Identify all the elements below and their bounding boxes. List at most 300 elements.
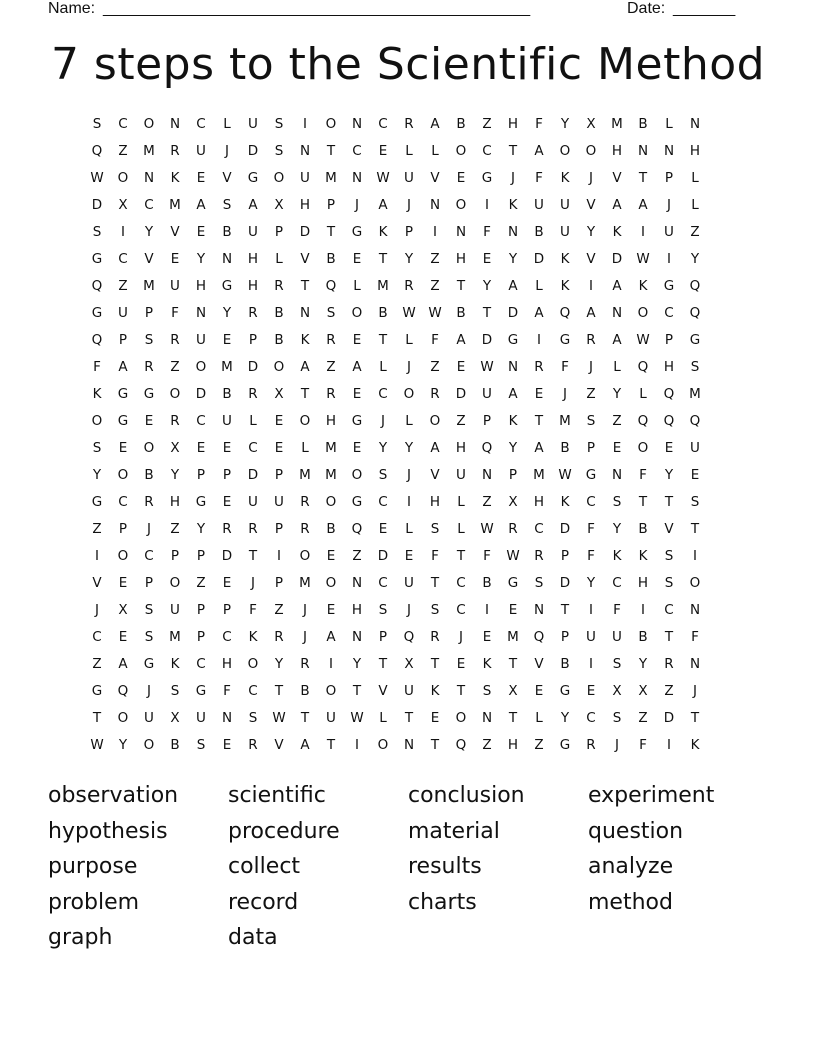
grid-letter[interactable]: K	[508, 197, 518, 213]
grid-letter[interactable]: F	[93, 359, 101, 375]
grid-letter[interactable]: G	[143, 386, 155, 402]
grid-letter[interactable]: C	[378, 386, 388, 402]
grid-letter[interactable]: H	[247, 278, 259, 294]
grid-letter[interactable]: K	[170, 656, 180, 672]
grid-letter[interactable]: V	[586, 251, 596, 267]
grid-letter[interactable]: H	[611, 143, 623, 159]
grid-letter[interactable]: R	[300, 494, 310, 510]
grid-letter[interactable]: T	[404, 710, 414, 726]
grid-letter[interactable]: N	[195, 305, 207, 321]
grid-letter[interactable]: E	[222, 440, 232, 456]
grid-letter[interactable]: G	[559, 737, 571, 753]
grid-letter[interactable]: Z	[534, 737, 544, 753]
grid-letter[interactable]: T	[690, 521, 700, 537]
grid-letter[interactable]: D	[377, 548, 389, 564]
grid-letter[interactable]: A	[300, 359, 310, 375]
grid-letter[interactable]: N	[221, 251, 233, 267]
grid-letter[interactable]: Z	[170, 521, 180, 537]
grid-letter[interactable]: O	[559, 143, 571, 159]
grid-letter[interactable]: Y	[586, 575, 596, 591]
grid-letter[interactable]: L	[405, 332, 413, 348]
grid-letter[interactable]: R	[248, 386, 258, 402]
grid-letter[interactable]: C	[378, 494, 388, 510]
grid-letter[interactable]: L	[431, 143, 439, 159]
grid-letter[interactable]: Y	[482, 278, 492, 294]
grid-letter[interactable]: G	[117, 413, 129, 429]
grid-letter[interactable]: D	[507, 305, 519, 321]
grid-letter[interactable]: T	[300, 386, 310, 402]
grid-letter[interactable]: A	[638, 197, 648, 213]
grid-letter[interactable]: S	[612, 656, 622, 672]
grid-letter[interactable]: C	[378, 575, 388, 591]
grid-letter[interactable]: W	[480, 521, 494, 537]
grid-letter[interactable]: W	[480, 359, 494, 375]
grid-letter[interactable]: R	[586, 332, 596, 348]
grid-letter[interactable]: K	[612, 224, 622, 240]
grid-letter[interactable]: R	[508, 521, 518, 537]
grid-letter[interactable]: U	[612, 629, 622, 645]
grid-letter[interactable]: V	[144, 251, 154, 267]
grid-letter[interactable]: F	[561, 359, 569, 375]
grid-letter[interactable]: E	[404, 548, 414, 564]
grid-letter[interactable]: I	[693, 548, 697, 564]
grid-letter[interactable]: S	[170, 683, 180, 699]
grid-letter[interactable]: F	[431, 332, 439, 348]
grid-letter[interactable]: Z	[170, 359, 180, 375]
grid-letter[interactable]: L	[353, 278, 361, 294]
grid-letter[interactable]: P	[664, 332, 674, 348]
grid-letter[interactable]: H	[663, 359, 675, 375]
grid-letter[interactable]: L	[405, 413, 413, 429]
grid-letter[interactable]: P	[170, 548, 180, 564]
grid-letter[interactable]: E	[612, 440, 622, 456]
grid-letter[interactable]: Y	[508, 440, 518, 456]
grid-letter[interactable]: O	[169, 386, 181, 402]
grid-letter[interactable]: W	[90, 737, 104, 753]
grid-letter[interactable]: M	[325, 170, 337, 186]
grid-letter[interactable]: C	[664, 305, 674, 321]
grid-letter[interactable]: T	[508, 143, 518, 159]
grid-letter[interactable]: C	[352, 143, 362, 159]
grid-letter[interactable]: J	[95, 602, 99, 618]
grid-letter[interactable]: P	[326, 197, 336, 213]
grid-letter[interactable]: F	[223, 683, 231, 699]
grid-letter[interactable]: Z	[612, 413, 622, 429]
grid-letter[interactable]: E	[222, 575, 232, 591]
grid-letter[interactable]: U	[300, 170, 310, 186]
grid-letter[interactable]: K	[482, 656, 492, 672]
grid-letter[interactable]: V	[274, 737, 284, 753]
grid-letter[interactable]: D	[247, 359, 259, 375]
grid-letter[interactable]: E	[690, 467, 700, 483]
grid-letter[interactable]: U	[196, 710, 206, 726]
grid-letter[interactable]: S	[92, 440, 102, 456]
grid-letter[interactable]: M	[299, 575, 311, 591]
grid-letter[interactable]: N	[611, 305, 623, 321]
grid-letter[interactable]: G	[351, 224, 363, 240]
grid-letter[interactable]: S	[378, 602, 388, 618]
grid-letter[interactable]: D	[611, 251, 623, 267]
grid-letter[interactable]: C	[196, 116, 206, 132]
grid-letter[interactable]: K	[378, 224, 388, 240]
grid-letter[interactable]: C	[612, 575, 622, 591]
grid-letter[interactable]: I	[641, 224, 645, 240]
grid-letter[interactable]: F	[249, 602, 257, 618]
grid-letter[interactable]: E	[170, 251, 180, 267]
grid-letter[interactable]: E	[456, 170, 466, 186]
grid-letter[interactable]: P	[560, 548, 570, 564]
grid-letter[interactable]: P	[664, 170, 674, 186]
grid-letter[interactable]: X	[508, 494, 518, 510]
grid-letter[interactable]: N	[351, 116, 363, 132]
grid-letter[interactable]: F	[691, 629, 699, 645]
grid-letter[interactable]: B	[222, 386, 232, 402]
grid-letter[interactable]: P	[560, 629, 570, 645]
grid-letter[interactable]: J	[355, 197, 359, 213]
grid-letter[interactable]: L	[275, 251, 283, 267]
grid-letter[interactable]: K	[92, 386, 102, 402]
grid-letter[interactable]: R	[248, 737, 258, 753]
grid-letter[interactable]: Y	[196, 521, 206, 537]
grid-letter[interactable]: T	[300, 278, 310, 294]
grid-letter[interactable]: Q	[455, 737, 467, 753]
grid-letter[interactable]: M	[325, 467, 337, 483]
grid-letter[interactable]: L	[379, 710, 387, 726]
grid-letter[interactable]: O	[299, 548, 311, 564]
grid-letter[interactable]: T	[430, 656, 440, 672]
grid-letter[interactable]: Q	[117, 683, 129, 699]
grid-letter[interactable]: O	[689, 575, 701, 591]
grid-letter[interactable]: Q	[663, 413, 675, 429]
grid-letter[interactable]: L	[223, 116, 231, 132]
grid-letter[interactable]: P	[274, 521, 284, 537]
grid-letter[interactable]: N	[689, 656, 701, 672]
grid-letter[interactable]: U	[196, 143, 206, 159]
grid-letter[interactable]: C	[378, 116, 388, 132]
grid-letter[interactable]: H	[325, 413, 337, 429]
grid-letter[interactable]: R	[274, 629, 284, 645]
grid-letter[interactable]: S	[144, 629, 154, 645]
grid-letter[interactable]: G	[663, 278, 675, 294]
grid-letter[interactable]: I	[589, 602, 593, 618]
grid-letter[interactable]: G	[91, 494, 103, 510]
grid-letter[interactable]: U	[456, 467, 466, 483]
grid-letter[interactable]: M	[689, 386, 701, 402]
grid-letter[interactable]: L	[691, 197, 699, 213]
grid-letter[interactable]: U	[196, 332, 206, 348]
grid-letter[interactable]: O	[143, 737, 155, 753]
grid-letter[interactable]: O	[325, 575, 337, 591]
grid-letter[interactable]: E	[222, 494, 232, 510]
grid-letter[interactable]: D	[247, 143, 259, 159]
grid-letter[interactable]: O	[351, 305, 363, 321]
grid-letter[interactable]: C	[456, 602, 466, 618]
grid-letter[interactable]: R	[534, 548, 544, 564]
grid-letter[interactable]: Y	[560, 710, 570, 726]
name-field[interactable]: ________________________________________________	[103, 0, 531, 17]
grid-letter[interactable]: P	[586, 440, 596, 456]
grid-letter[interactable]: I	[485, 602, 489, 618]
grid-letter[interactable]: F	[639, 737, 647, 753]
grid-letter[interactable]: E	[274, 413, 284, 429]
grid-letter[interactable]: U	[404, 170, 414, 186]
grid-letter[interactable]: J	[459, 629, 463, 645]
grid-letter[interactable]: J	[225, 143, 229, 159]
grid-letter[interactable]: A	[586, 305, 596, 321]
grid-letter[interactable]: O	[247, 656, 259, 672]
grid-letter[interactable]: C	[248, 683, 258, 699]
grid-letter[interactable]: E	[664, 440, 674, 456]
grid-letter[interactable]: A	[534, 440, 544, 456]
grid-letter[interactable]: O	[325, 683, 337, 699]
grid-letter[interactable]: O	[143, 440, 155, 456]
grid-letter[interactable]: V	[612, 170, 622, 186]
grid-letter[interactable]: I	[641, 602, 645, 618]
grid-letter[interactable]: E	[118, 629, 128, 645]
grid-letter[interactable]: T	[352, 683, 362, 699]
grid-letter[interactable]: Q	[325, 278, 337, 294]
grid-letter[interactable]: S	[326, 305, 336, 321]
grid-letter[interactable]: Z	[482, 737, 492, 753]
grid-letter[interactable]: S	[612, 710, 622, 726]
grid-letter[interactable]: J	[667, 197, 671, 213]
grid-letter[interactable]: E	[274, 440, 284, 456]
grid-letter[interactable]: P	[508, 467, 518, 483]
grid-letter[interactable]: W	[90, 170, 104, 186]
grid-letter[interactable]: V	[430, 170, 440, 186]
grid-letter[interactable]: Z	[196, 575, 206, 591]
grid-letter[interactable]: Z	[482, 116, 492, 132]
grid-letter[interactable]: J	[407, 602, 411, 618]
grid-letter[interactable]: Q	[689, 278, 701, 294]
grid-letter[interactable]: X	[274, 386, 284, 402]
grid-letter[interactable]: V	[222, 170, 232, 186]
grid-letter[interactable]: C	[248, 440, 258, 456]
grid-letter[interactable]: E	[534, 683, 544, 699]
grid-letter[interactable]: Q	[689, 413, 701, 429]
grid-letter[interactable]: J	[303, 629, 307, 645]
grid-letter[interactable]: X	[508, 683, 518, 699]
grid-letter[interactable]: L	[613, 359, 621, 375]
grid-letter[interactable]: A	[352, 359, 362, 375]
grid-letter[interactable]: U	[482, 386, 492, 402]
grid-letter[interactable]: Z	[638, 710, 648, 726]
grid-letter[interactable]: Z	[92, 656, 102, 672]
grid-letter[interactable]: E	[196, 170, 206, 186]
grid-letter[interactable]: K	[560, 494, 570, 510]
grid-letter[interactable]: L	[457, 494, 465, 510]
grid-letter[interactable]: U	[404, 683, 414, 699]
grid-letter[interactable]: P	[118, 521, 128, 537]
grid-letter[interactable]: P	[248, 332, 258, 348]
grid-letter[interactable]: Q	[481, 440, 493, 456]
grid-letter[interactable]: T	[638, 494, 648, 510]
grid-letter[interactable]: V	[430, 467, 440, 483]
grid-letter[interactable]: L	[457, 521, 465, 537]
grid-letter[interactable]: J	[407, 467, 411, 483]
grid-letter[interactable]: T	[248, 548, 258, 564]
grid-letter[interactable]: O	[637, 440, 649, 456]
grid-letter[interactable]: N	[299, 305, 311, 321]
grid-letter[interactable]: D	[455, 386, 467, 402]
grid-letter[interactable]: O	[117, 170, 129, 186]
grid-letter[interactable]: A	[248, 197, 258, 213]
grid-letter[interactable]: R	[326, 386, 336, 402]
grid-letter[interactable]: Z	[690, 224, 700, 240]
grid-letter[interactable]: Z	[118, 278, 128, 294]
grid-letter[interactable]: B	[560, 656, 570, 672]
grid-letter[interactable]: Y	[664, 467, 674, 483]
grid-letter[interactable]: H	[455, 440, 467, 456]
grid-letter[interactable]: Y	[378, 440, 388, 456]
grid-letter[interactable]: U	[326, 710, 336, 726]
grid-letter[interactable]: Z	[482, 494, 492, 510]
grid-letter[interactable]: S	[690, 359, 700, 375]
grid-letter[interactable]: R	[404, 278, 414, 294]
grid-letter[interactable]: W	[506, 548, 520, 564]
grid-letter[interactable]: T	[92, 710, 102, 726]
grid-letter[interactable]: S	[274, 143, 284, 159]
grid-letter[interactable]: B	[456, 305, 466, 321]
grid-letter[interactable]: D	[247, 467, 259, 483]
grid-letter[interactable]: Q	[91, 143, 103, 159]
grid-letter[interactable]: T	[534, 413, 544, 429]
grid-letter[interactable]: A	[508, 278, 518, 294]
grid-letter[interactable]: A	[118, 656, 128, 672]
grid-letter[interactable]: U	[248, 116, 258, 132]
grid-letter[interactable]: Y	[196, 251, 206, 267]
grid-letter[interactable]: I	[407, 494, 411, 510]
grid-letter[interactable]: J	[615, 737, 619, 753]
grid-letter[interactable]: B	[378, 305, 388, 321]
grid-letter[interactable]: J	[251, 575, 255, 591]
grid-letter[interactable]: B	[170, 737, 180, 753]
grid-letter[interactable]: U	[690, 440, 700, 456]
grid-letter[interactable]: N	[507, 224, 519, 240]
grid-letter[interactable]: Y	[404, 251, 414, 267]
grid-letter[interactable]: E	[196, 440, 206, 456]
grid-letter[interactable]: O	[351, 467, 363, 483]
grid-letter[interactable]: R	[222, 521, 232, 537]
grid-letter[interactable]: V	[170, 224, 180, 240]
grid-letter[interactable]: J	[589, 359, 593, 375]
grid-letter[interactable]: P	[196, 602, 206, 618]
grid-letter[interactable]: Y	[92, 467, 102, 483]
grid-letter[interactable]: H	[455, 251, 467, 267]
grid-letter[interactable]: O	[117, 548, 129, 564]
grid-letter[interactable]: Y	[560, 116, 570, 132]
grid-letter[interactable]: W	[402, 305, 416, 321]
grid-letter[interactable]: K	[638, 278, 648, 294]
grid-letter[interactable]: T	[690, 710, 700, 726]
grid-letter[interactable]: A	[612, 332, 622, 348]
grid-letter[interactable]: V	[378, 683, 388, 699]
grid-letter[interactable]: Y	[118, 737, 128, 753]
grid-letter[interactable]: K	[612, 548, 622, 564]
grid-letter[interactable]: E	[378, 521, 388, 537]
grid-letter[interactable]: S	[144, 332, 154, 348]
grid-letter[interactable]: N	[351, 575, 363, 591]
grid-letter[interactable]: S	[274, 116, 284, 132]
grid-letter[interactable]: O	[637, 305, 649, 321]
grid-letter[interactable]: R	[430, 629, 440, 645]
grid-letter[interactable]: U	[170, 278, 180, 294]
grid-letter[interactable]: Y	[690, 251, 700, 267]
grid-letter[interactable]: B	[300, 683, 310, 699]
grid-letter[interactable]: V	[534, 656, 544, 672]
grid-letter[interactable]: T	[378, 656, 388, 672]
grid-letter[interactable]: D	[559, 521, 571, 537]
grid-letter[interactable]: A	[118, 359, 128, 375]
grid-letter[interactable]: F	[483, 224, 491, 240]
grid-letter[interactable]: U	[248, 494, 258, 510]
grid-letter[interactable]: V	[92, 575, 102, 591]
grid-letter[interactable]: O	[273, 359, 285, 375]
grid-letter[interactable]: G	[559, 332, 571, 348]
grid-letter[interactable]: R	[274, 278, 284, 294]
grid-letter[interactable]: N	[481, 710, 493, 726]
grid-letter[interactable]: M	[143, 143, 155, 159]
grid-letter[interactable]: E	[456, 359, 466, 375]
grid-letter[interactable]: N	[351, 170, 363, 186]
grid-letter[interactable]: B	[456, 116, 466, 132]
grid-letter[interactable]: K	[638, 548, 648, 564]
grid-letter[interactable]: C	[222, 629, 232, 645]
grid-letter[interactable]: Y	[144, 224, 154, 240]
grid-letter[interactable]: C	[118, 251, 128, 267]
grid-letter[interactable]: C	[482, 143, 492, 159]
grid-letter[interactable]: V	[300, 251, 310, 267]
grid-letter[interactable]: E	[352, 386, 362, 402]
grid-letter[interactable]: U	[534, 197, 544, 213]
grid-letter[interactable]: J	[407, 359, 411, 375]
grid-letter[interactable]: B	[638, 629, 648, 645]
grid-letter[interactable]: S	[664, 548, 674, 564]
grid-letter[interactable]: R	[404, 116, 414, 132]
grid-letter[interactable]: A	[196, 197, 206, 213]
grid-letter[interactable]: A	[534, 305, 544, 321]
grid-letter[interactable]: S	[534, 575, 544, 591]
grid-letter[interactable]: D	[533, 251, 545, 267]
grid-letter[interactable]: T	[456, 683, 466, 699]
grid-letter[interactable]: T	[560, 602, 570, 618]
grid-letter[interactable]: J	[589, 170, 593, 186]
grid-letter[interactable]: G	[195, 683, 207, 699]
grid-letter[interactable]: S	[690, 494, 700, 510]
grid-letter[interactable]: I	[329, 656, 333, 672]
grid-letter[interactable]: X	[274, 197, 284, 213]
grid-letter[interactable]: A	[456, 332, 466, 348]
grid-letter[interactable]: K	[560, 278, 570, 294]
grid-letter[interactable]: P	[118, 332, 128, 348]
grid-letter[interactable]: U	[144, 710, 154, 726]
grid-letter[interactable]: F	[639, 467, 647, 483]
grid-letter[interactable]: T	[482, 305, 492, 321]
grid-letter[interactable]: T	[430, 575, 440, 591]
grid-letter[interactable]: K	[690, 737, 700, 753]
grid-letter[interactable]: E	[196, 224, 206, 240]
grid-letter[interactable]: L	[691, 170, 699, 186]
grid-letter[interactable]: Z	[586, 386, 596, 402]
grid-letter[interactable]: X	[638, 683, 648, 699]
grid-letter[interactable]: Z	[274, 602, 284, 618]
grid-letter[interactable]: H	[507, 737, 519, 753]
grid-letter[interactable]: V	[586, 197, 596, 213]
grid-letter[interactable]: D	[663, 710, 675, 726]
grid-letter[interactable]: Y	[170, 467, 180, 483]
grid-letter[interactable]: R	[170, 143, 180, 159]
grid-letter[interactable]: X	[404, 656, 414, 672]
